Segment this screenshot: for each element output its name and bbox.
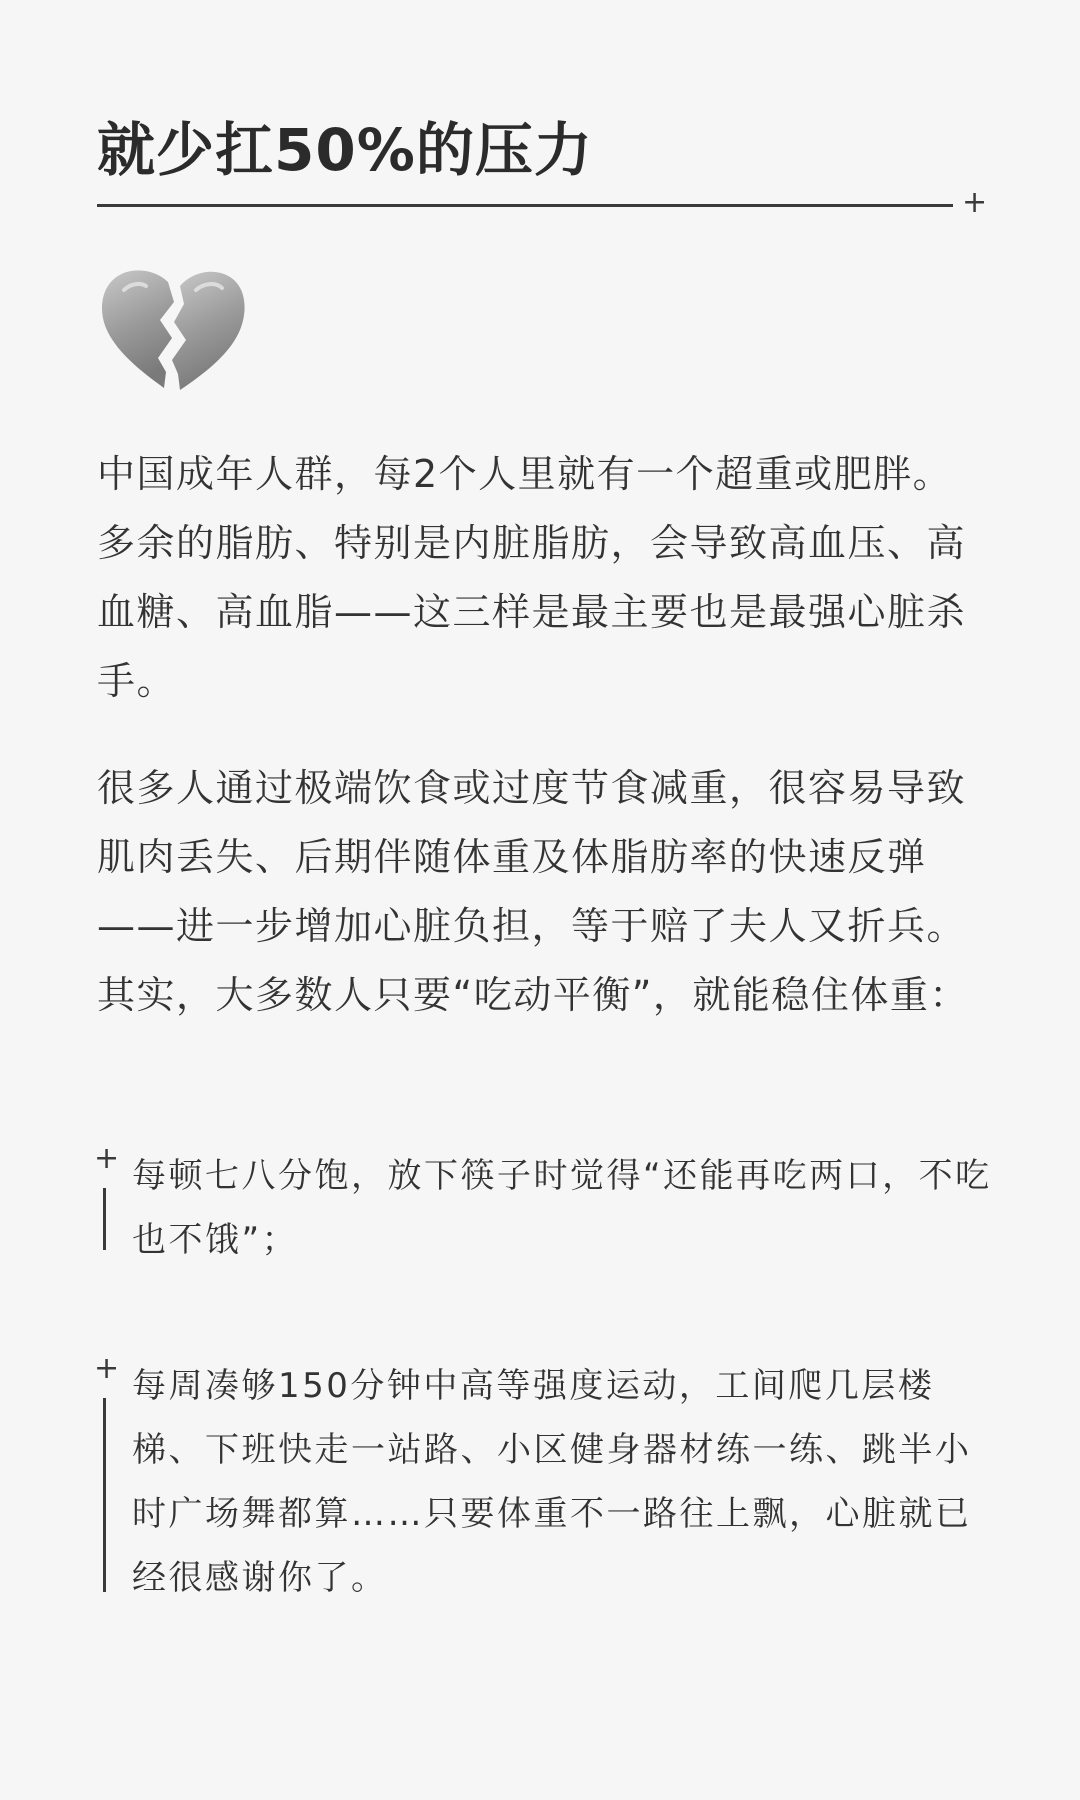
bullet-bar: [103, 1398, 106, 1592]
paragraph-obesity: 中国成年人群，每2个人里就有一个超重或肥胖。多余的脂肪、特别是内脏脂肪，会导致高血压、高血糖、高血脂——这三样是最主要也是最强心脏杀手。: [97, 452, 967, 703]
bullet-plus-mark: +: [94, 1141, 120, 1176]
divider-plus-mark: +: [962, 185, 988, 220]
bullet-text: 每顿七八分饱，放下筷子时觉得“还能再吃两口，不吃也不饿”；: [132, 1156, 992, 1260]
paragraph-weight-loss: 很多人通过极端饮食或过度节食减重，很容易导致肌肉丢失、后期伴随体重及体脂肪率的快速反弹——进一步增加心脏负担，等于赔了夫人又折兵。其实，大多数人只要“吃动平衡”，就能稳住体重：: [97, 766, 969, 1017]
bullet-bar: [103, 1188, 106, 1250]
bullet-text: 每周凑够150分钟中高等强度运动，工间爬几层楼梯、下班快走一站路、小区健身器材练一练、跳半小时广场舞都算……只要体重不一路往上飘，心脏就已经很感谢你了。: [132, 1366, 972, 1598]
bullet-plus-mark: +: [94, 1351, 120, 1386]
page-title: 就少扛50%的压力: [97, 116, 593, 184]
broken-heart-icon: [100, 268, 246, 394]
title-divider: [97, 204, 953, 207]
